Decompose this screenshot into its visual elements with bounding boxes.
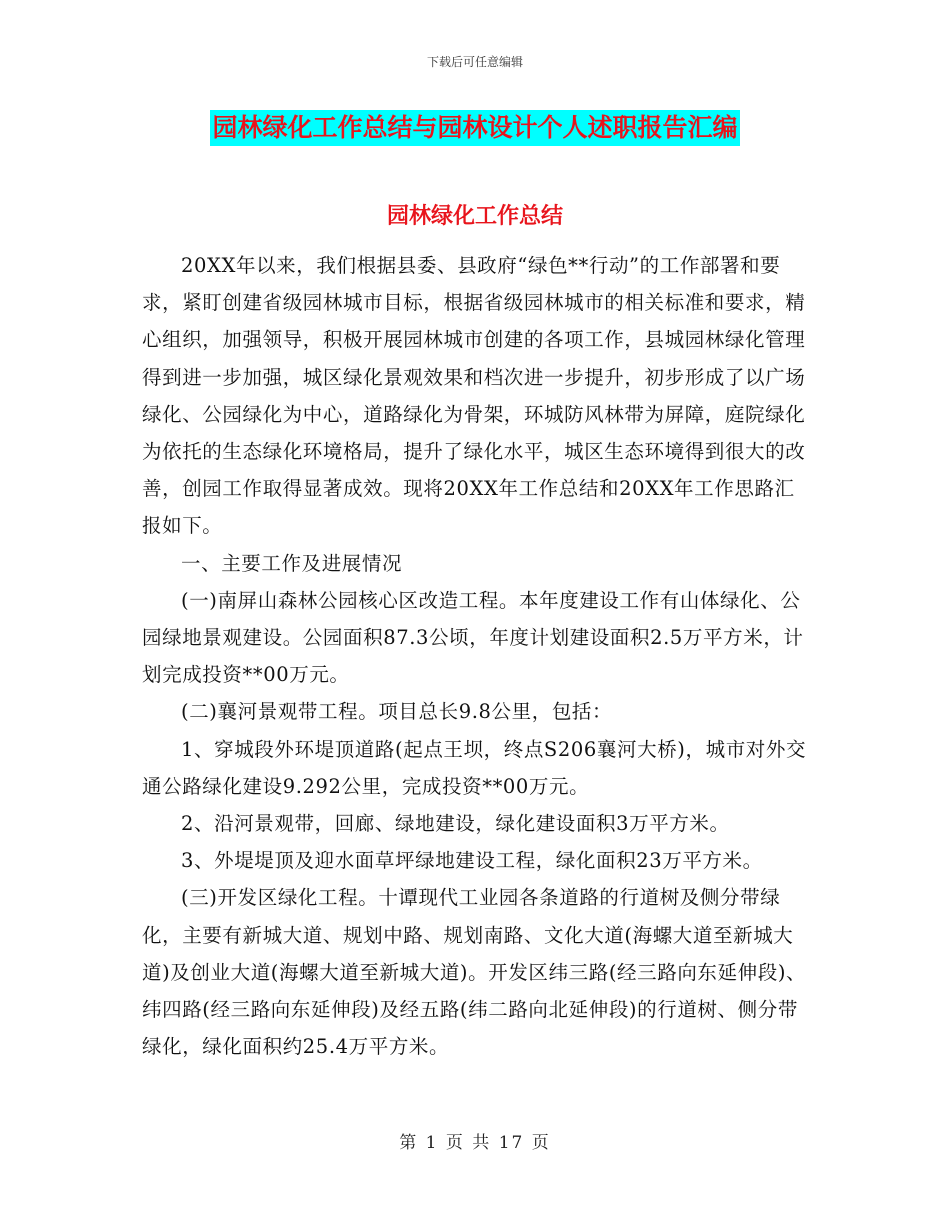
- paragraph-heading-main-work: 一、主要工作及进展情况: [181, 551, 403, 575]
- main-title-container: [0, 110, 950, 146]
- paragraph-item-2: (二)襄河景观带工程。项目总长9.8公里，包括：: [181, 700, 613, 724]
- section-title: 园林绿化工作总结: [386, 204, 563, 229]
- paragraph-item-3: (三)开发区绿化工程。十谭现代工业园各条道路的行道树及侧分带绿化，主要有新城大道、规划中路、规划南路、文化大道(海螺大道至新城大道)及创业大道(海螺大道至新城大道)。开发区纬三路(经三路向东延伸段)、纬四路(经三路向东延伸段)及经五路(纬二路向北延伸段)的行道树、侧分带绿化，绿化面积约25.4万平方米。: [142, 886, 807, 1059]
- paragraph-subitem-1: 1、穿城段外环堤顶道路(起点王坝，终点S206襄河大桥)，城市对外交通公路绿化建设9.292公里，完成投资**00万元。: [142, 737, 807, 798]
- document-body: [142, 247, 807, 1065]
- paragraph-subitem-2: 2、沿河景观带，回廊、绿地建设，绿化建设面积3万平方米。: [181, 812, 730, 836]
- main-title: 园林绿化工作总结与园林设计个人述职报告汇编: [210, 110, 739, 146]
- paragraph-item-1: (一)南屏山森林公园核心区改造工程。本年度建设工作有山体绿化、公园绿地景观建设。公园面积87.3公顷，年度计划建设面积2.5万平方米，计划完成投资**00万元。: [142, 588, 804, 687]
- header-note: 下载后可任意编辑: [426, 55, 523, 69]
- paragraph-subitem-3: 3、外堤堤顶及迎水面草坪绿地建设工程，绿化面积23万平方米。: [181, 849, 763, 873]
- paragraph-intro: 20XX年以来，我们根据县委、县政府“绿色**行动”的工作部署和要求，紧盯创建省级园林城市目标，根据省级园林城市的相关标准和要求，精心组织，加强领导，积极开展园林城市创建的各项工作，县城园林绿化管理得到进一步加强，城区绿化景观效果和档次进一步提升，初步形成了以广场绿化、公园绿化为中心，道路绿化为骨架，环城防风林带为屏障，庭院绿化为依托的生态绿化环境格局，提升了绿化水平，城区生态环境得到很大的改善，创园工作取得显著成效。现将20XX年工作总结和20XX年工作思路汇报如下。: [142, 254, 806, 538]
- page-number-footer: 第 1 页 共 17 页: [399, 1133, 551, 1153]
